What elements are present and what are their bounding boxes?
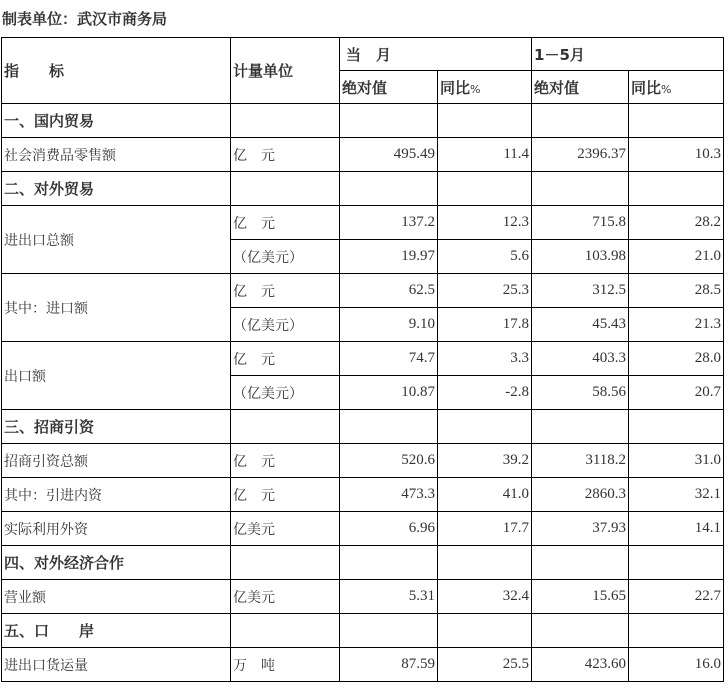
indicator-name: 进出口总额 — [2, 206, 231, 274]
month-yoy: 39.2 — [438, 444, 532, 478]
ytd-yoy: 10.3 — [629, 138, 724, 172]
month-value: 137.2 — [340, 206, 438, 240]
ytd-value: 312.5 — [532, 274, 629, 308]
month-value: 74.7 — [340, 342, 438, 376]
reporting-unit: 制表单位：武汉市商务局 — [2, 10, 168, 28]
month-value: 520.6 — [340, 444, 438, 478]
month-yoy: 41.0 — [438, 478, 532, 512]
ytd-value: 15.65 — [532, 580, 629, 614]
table-row — [2, 342, 724, 376]
section-title: 二、对外贸易 — [2, 172, 231, 206]
ytd-value: 45.43 — [532, 308, 629, 342]
section-row — [2, 614, 724, 648]
month-yoy: 17.7 — [438, 512, 532, 546]
ytd-value: 2860.3 — [532, 478, 629, 512]
ytd-yoy: 21.0 — [629, 240, 724, 274]
ytd-yoy: 31.0 — [629, 444, 724, 478]
month-yoy: -2.8 — [438, 376, 532, 410]
header-yoy-ytd — [629, 71, 724, 104]
ytd-value: 423.60 — [532, 648, 629, 682]
yoy-label: 同比 — [440, 78, 471, 97]
month-value: 495.49 — [340, 138, 438, 172]
ytd-yoy: 28.2 — [629, 206, 724, 240]
header-row-1 — [2, 38, 724, 71]
month-value: 9.10 — [340, 308, 438, 342]
month-value: 473.3 — [340, 478, 438, 512]
month-yoy: 12.3 — [438, 206, 532, 240]
table-row — [2, 444, 724, 478]
month-value: 87.59 — [340, 648, 438, 682]
unit-cell: （亿美元） — [231, 240, 340, 274]
month-value: 19.97 — [340, 240, 438, 274]
ytd-yoy: 21.3 — [629, 308, 724, 342]
table-row — [2, 478, 724, 512]
ytd-yoy: 16.0 — [629, 648, 724, 682]
unit-cell: 亿 元 — [231, 206, 340, 240]
indicator-name: 招商引资总额 — [2, 444, 231, 478]
section-row — [2, 172, 724, 206]
ytd-yoy: 22.7 — [629, 580, 724, 614]
pct-sign: % — [661, 82, 672, 96]
header-indicator: 指 标 — [2, 38, 231, 104]
month-yoy: 11.4 — [438, 138, 532, 172]
unit-cell: 亿 元 — [231, 274, 340, 308]
month-yoy: 17.8 — [438, 308, 532, 342]
ytd-value: 2396.37 — [532, 138, 629, 172]
ytd-value: 58.56 — [532, 376, 629, 410]
ytd-yoy: 28.5 — [629, 274, 724, 308]
ytd-yoy: 32.1 — [629, 478, 724, 512]
unit-cell: 万 吨 — [231, 648, 340, 682]
ytd-yoy: 28.0 — [629, 342, 724, 376]
unit-cell: （亿美元） — [231, 376, 340, 410]
indicator-name: 实际利用外资 — [2, 512, 231, 546]
section-row — [2, 410, 724, 444]
indicator-name: 进出口货运量 — [2, 648, 231, 682]
section-row — [2, 104, 724, 138]
unit-cell: 亿 元 — [231, 444, 340, 478]
pct-sign: % — [470, 82, 481, 96]
table-row — [2, 580, 724, 614]
indicator-name: 营业额 — [2, 580, 231, 614]
header-abs-month: 绝对值 — [340, 71, 438, 104]
header-yoy-month — [438, 71, 532, 104]
section-title: 五、口 岸 — [2, 614, 231, 648]
unit-cell: 亿美元 — [231, 580, 340, 614]
indicator-name: 出口额 — [2, 342, 231, 410]
month-yoy: 25.3 — [438, 274, 532, 308]
unit-cell: 亿 元 — [231, 138, 340, 172]
unit-cell: （亿美元） — [231, 308, 340, 342]
table-row — [2, 206, 724, 240]
unit-cell: 亿美元 — [231, 512, 340, 546]
ytd-value: 403.3 — [532, 342, 629, 376]
ytd-yoy: 20.7 — [629, 376, 724, 410]
ytd-value: 103.98 — [532, 240, 629, 274]
ytd-value: 715.8 — [532, 206, 629, 240]
month-yoy: 32.4 — [438, 580, 532, 614]
header-abs-ytd: 绝对值 — [532, 71, 629, 104]
table-row — [2, 274, 724, 308]
month-yoy: 25.5 — [438, 648, 532, 682]
section-title: 一、国内贸易 — [2, 104, 231, 138]
table-row — [2, 138, 724, 172]
header-ytd: 1－5月 — [532, 38, 724, 71]
month-yoy: 5.6 — [438, 240, 532, 274]
indicator-name: 其中：引进内资 — [2, 478, 231, 512]
table-row — [2, 648, 724, 682]
unit-cell: 亿 元 — [231, 478, 340, 512]
unit-cell: 亿 元 — [231, 342, 340, 376]
indicator-name: 其中：进口额 — [2, 274, 231, 342]
month-value: 6.96 — [340, 512, 438, 546]
month-value: 62.5 — [340, 274, 438, 308]
ytd-value: 3118.2 — [532, 444, 629, 478]
header-current-month: 当 月 — [340, 38, 532, 71]
month-value: 5.31 — [340, 580, 438, 614]
ytd-value: 37.93 — [532, 512, 629, 546]
statistics-table — [1, 37, 724, 682]
yoy-label: 同比 — [631, 78, 662, 97]
header-unit: 计量单位 — [231, 38, 340, 104]
section-title: 四、对外经济合作 — [2, 546, 231, 580]
section-title: 三、招商引资 — [2, 410, 231, 444]
table-row — [2, 512, 724, 546]
month-yoy: 3.3 — [438, 342, 532, 376]
ytd-yoy: 14.1 — [629, 512, 724, 546]
section-row — [2, 546, 724, 580]
month-value: 10.87 — [340, 376, 438, 410]
indicator-name: 社会消费品零售额 — [2, 138, 231, 172]
